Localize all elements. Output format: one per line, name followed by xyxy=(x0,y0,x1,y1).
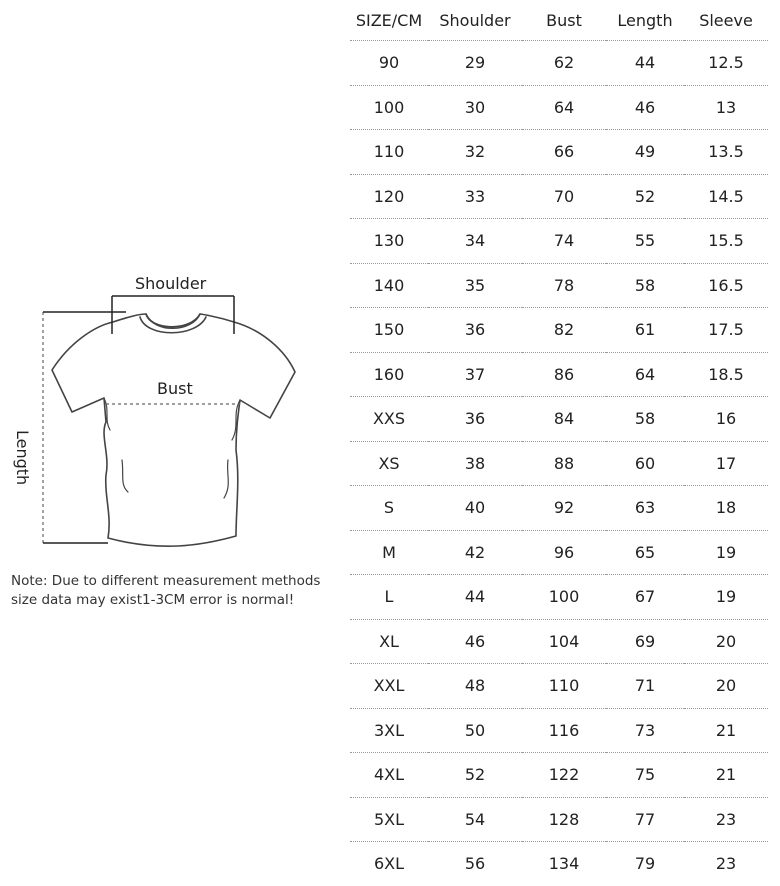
size-cell: XS xyxy=(350,441,428,486)
table-row xyxy=(350,753,768,798)
tshirt-outline-icon xyxy=(0,270,340,560)
length-cell: 55 xyxy=(606,219,684,264)
size-cell: 5XL xyxy=(350,797,428,842)
shoulder-cell: 52 xyxy=(428,753,522,798)
length-cell: 67 xyxy=(606,575,684,620)
shoulder-cell: 30 xyxy=(428,85,522,130)
table-row xyxy=(350,219,768,264)
sleeve-cell: 23 xyxy=(715,854,737,874)
shoulder-cell: 36 xyxy=(428,397,522,442)
bust-cell: 78 xyxy=(522,263,606,308)
size-chart-table xyxy=(350,0,768,886)
table-row xyxy=(350,530,768,575)
bust-cell: 116 xyxy=(522,708,606,753)
shoulder-cell: 32 xyxy=(428,130,522,175)
size-cell: 140 xyxy=(350,263,428,308)
size-cell: M xyxy=(350,530,428,575)
sleeve-cell: 17 xyxy=(684,441,768,486)
sleeve-cell: 16.5 xyxy=(684,263,768,308)
bust-cell: 88 xyxy=(522,441,606,486)
bust-cell: 62 xyxy=(522,41,606,86)
bust-cell: 110 xyxy=(522,664,606,709)
sleeve-cell: 23 xyxy=(684,797,768,842)
header-length: Length xyxy=(606,0,684,41)
header-sleeve: Sleeve xyxy=(684,0,768,41)
table-row xyxy=(350,575,768,620)
sleeve-cell: 21 xyxy=(684,753,768,798)
length-measure-line xyxy=(43,312,126,543)
table-row xyxy=(350,664,768,709)
shoulder-cell: 29 xyxy=(428,41,522,86)
table-row xyxy=(350,797,768,842)
sleeve-cell: 16 xyxy=(684,397,768,442)
bust-cell: 122 xyxy=(522,753,606,798)
tshirt-diagram xyxy=(0,270,340,560)
table-header-row xyxy=(350,0,768,41)
length-cell: 64 xyxy=(606,352,684,397)
size-cell: XXL xyxy=(350,664,428,709)
shoulder-cell: 34 xyxy=(428,219,522,264)
sleeve-cell: 14.5 xyxy=(684,174,768,219)
table-body xyxy=(350,41,768,886)
shoulder-cell: 37 xyxy=(428,352,522,397)
note-line-2: size data may exist1-3CM error is normal! xyxy=(11,592,295,608)
sleeve-cell: 15.5 xyxy=(684,219,768,264)
note-line-1: Note: Due to different measurement methods xyxy=(11,573,321,589)
bust-cell: 96 xyxy=(522,530,606,575)
sleeve-cell: 20 xyxy=(684,619,768,664)
length-cell: 60 xyxy=(606,441,684,486)
length-cell: 77 xyxy=(606,797,684,842)
shoulder-cell: 44 xyxy=(428,575,522,620)
bust-cell: 82 xyxy=(522,308,606,353)
sleeve-cell: 18 xyxy=(684,486,768,531)
length-cell: 52 xyxy=(606,174,684,219)
shoulder-cell: 38 xyxy=(428,441,522,486)
measurement-note xyxy=(11,572,341,610)
shoulder-cell: 35 xyxy=(428,263,522,308)
bust-cell: 128 xyxy=(522,797,606,842)
table-row xyxy=(350,708,768,753)
sleeve-cell: 13 xyxy=(684,85,768,130)
shoulder-cell: 56 xyxy=(464,854,486,874)
size-cell: 90 xyxy=(350,41,428,86)
bust-cell: 92 xyxy=(522,486,606,531)
header-bust: Bust xyxy=(522,0,606,41)
header-size: SIZE/CM xyxy=(350,0,428,41)
sleeve-cell: 13.5 xyxy=(684,130,768,175)
bust-cell: 134 xyxy=(548,854,580,874)
bust-cell: 70 xyxy=(522,174,606,219)
table-row xyxy=(350,397,768,442)
shoulder-cell: 54 xyxy=(428,797,522,842)
length-cell: 63 xyxy=(606,486,684,531)
size-cell: 3XL xyxy=(350,708,428,753)
length-cell: 61 xyxy=(606,308,684,353)
size-cell: 130 xyxy=(350,219,428,264)
bust-cell: 64 xyxy=(522,85,606,130)
size-cell: S xyxy=(350,486,428,531)
size-cell: 150 xyxy=(350,308,428,353)
shoulder-cell: 40 xyxy=(428,486,522,531)
sleeve-cell: 19 xyxy=(684,530,768,575)
bust-cell: 66 xyxy=(522,130,606,175)
bust-cell: 74 xyxy=(522,219,606,264)
bust-cell: 100 xyxy=(522,575,606,620)
sleeve-cell: 18.5 xyxy=(684,352,768,397)
size-cell: 4XL xyxy=(350,753,428,798)
length-cell: 75 xyxy=(606,753,684,798)
sleeve-cell: 17.5 xyxy=(684,308,768,353)
size-cell: 120 xyxy=(350,174,428,219)
size-cell: 160 xyxy=(350,352,428,397)
shoulder-cell: 33 xyxy=(428,174,522,219)
size-cell: XL xyxy=(350,619,428,664)
length-label: Length xyxy=(13,430,32,486)
length-cell: 65 xyxy=(606,530,684,575)
length-cell: 73 xyxy=(606,708,684,753)
length-cell: 79 xyxy=(634,854,656,874)
table-row xyxy=(350,842,768,886)
shoulder-label: Shoulder xyxy=(135,274,207,293)
bust-cell: 104 xyxy=(522,619,606,664)
size-cell: XXS xyxy=(350,397,428,442)
shoulder-cell: 46 xyxy=(428,619,522,664)
size-cell: 6XL xyxy=(373,854,405,874)
length-cell: 58 xyxy=(606,263,684,308)
shoulder-cell: 50 xyxy=(428,708,522,753)
bust-cell: 84 xyxy=(522,397,606,442)
length-cell: 58 xyxy=(606,397,684,442)
table-row xyxy=(350,441,768,486)
size-cell: 100 xyxy=(350,85,428,130)
shoulder-cell: 48 xyxy=(428,664,522,709)
table-row xyxy=(350,41,768,86)
table-row xyxy=(350,352,768,397)
length-cell: 69 xyxy=(606,619,684,664)
table-row xyxy=(350,85,768,130)
shoulder-cell: 36 xyxy=(428,308,522,353)
sleeve-cell: 21 xyxy=(684,708,768,753)
bust-label: Bust xyxy=(157,379,193,398)
table-row xyxy=(350,174,768,219)
length-cell: 46 xyxy=(606,85,684,130)
table-row xyxy=(350,263,768,308)
header-shoulder: Shoulder xyxy=(428,0,522,41)
sleeve-cell: 12.5 xyxy=(684,41,768,86)
sleeve-cell: 19 xyxy=(684,575,768,620)
length-cell: 71 xyxy=(606,664,684,709)
table-row xyxy=(350,130,768,175)
table-row xyxy=(350,486,768,531)
table-row xyxy=(350,308,768,353)
size-cell: 110 xyxy=(350,130,428,175)
table-row xyxy=(350,619,768,664)
bust-cell: 86 xyxy=(522,352,606,397)
sleeve-cell: 20 xyxy=(684,664,768,709)
shoulder-cell: 42 xyxy=(428,530,522,575)
length-cell: 49 xyxy=(606,130,684,175)
length-cell: 44 xyxy=(606,41,684,86)
size-cell: L xyxy=(350,575,428,620)
